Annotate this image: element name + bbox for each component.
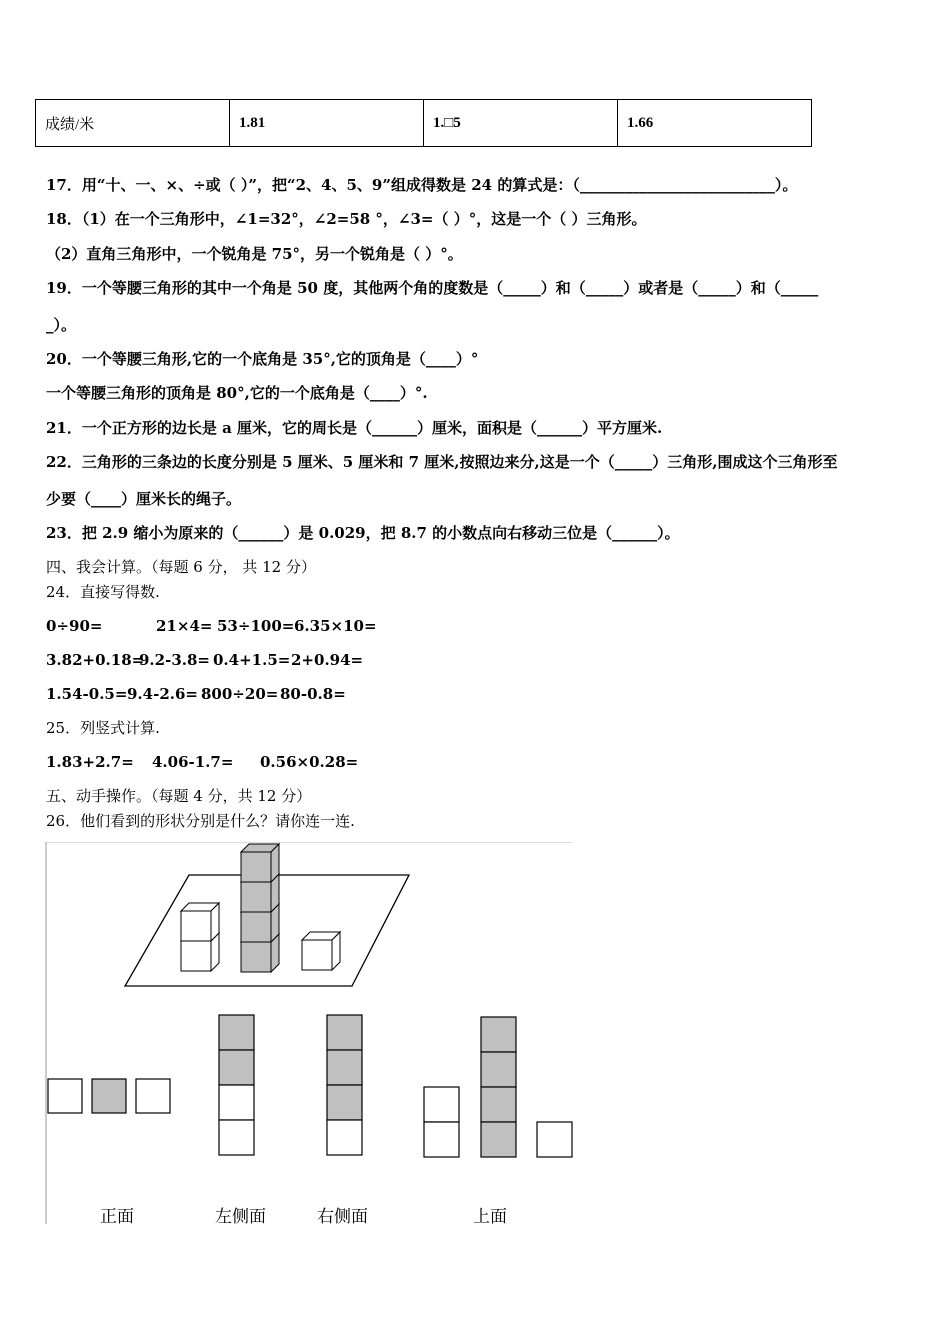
calc-item: 21×4= <box>156 617 213 635</box>
top-view-option[interactable] <box>424 1017 572 1157</box>
calc-item: 0.56×0.28= <box>260 753 359 771</box>
question-24: 24．直接写得数. <box>46 583 160 601</box>
right-view-option[interactable] <box>327 1015 362 1155</box>
calc-row <box>46 649 646 671</box>
label-left-side: 左侧面 <box>215 1207 266 1227</box>
question-17: 17．用“十、一、×、÷或（ ）”，把“2、4、5、9”组成得数是 24 的算式是：（__________________________）。 <box>46 176 798 194</box>
calc-item: 9.4-2.6= <box>127 685 198 703</box>
table-cell-label: 成绩/米 <box>36 100 230 147</box>
calc-item: 0÷90= <box>46 617 103 635</box>
table-cell: 1.81 <box>230 100 424 147</box>
question-19-continued: _）。 <box>46 316 77 334</box>
score-table <box>35 99 812 147</box>
cube-stack-middle <box>241 844 279 972</box>
calc-row <box>46 683 646 705</box>
front-view-option[interactable] <box>48 1079 170 1113</box>
cube-views-figure <box>45 842 575 1227</box>
calc-row <box>46 751 646 773</box>
question-18-part-1: 18．（1）在一个三角形中，∠1=32°，∠2=58 °，∠3=（ ）°，这是一个（ ）三角形。 <box>46 210 647 228</box>
table-cell: 1.□5 <box>424 100 618 147</box>
calc-item: 1.54-0.5= <box>46 685 128 703</box>
calc-item: 6.35×10= <box>294 617 377 635</box>
cube-stack-right <box>302 932 340 970</box>
question-18-part-2: （2）直角三角形中，一个锐角是 75°，另一个锐角是（ ）°。 <box>46 245 463 263</box>
question-21: 21．一个正方形的边长是 a 厘米，它的周长是（______）厘米，面积是（______）平方厘米. <box>46 419 663 437</box>
label-right-side: 右侧面 <box>317 1207 368 1227</box>
calc-item: 3.82+0.18= <box>46 651 145 669</box>
question-20-part-1: 20．一个等腰三角形,它的一个底角是 35°,它的顶角是（____）° <box>46 350 479 368</box>
question-23: 23．把 2.9 缩小为原来的（______）是 0.029，把 8.7 的小数点向右移动三位是（______）。 <box>46 524 680 542</box>
calc-item: 9.2-3.8= <box>139 651 210 669</box>
calc-item: 0.4+1.5= <box>213 651 291 669</box>
calc-item: 1.83+2.7= <box>46 753 134 771</box>
cube-figure-drawing <box>45 842 575 1224</box>
question-19: 19．一个等腰三角形的其中一个角是 50 度，其他两个角的度数是（_____）和（_____）或者是（_____）和（_____ <box>46 279 819 297</box>
question-22-continued: 少要（____）厘米长的绳子。 <box>46 490 242 508</box>
question-22: 22．三角形的三条边的长度分别是 5 厘米、5 厘米和 7 厘米,按照边来分,这是一个（_____）三角形,围成这个三角形至 <box>46 453 838 471</box>
label-front: 正面 <box>100 1207 134 1227</box>
calc-item: 53÷100= <box>217 617 295 635</box>
question-20-part-2: 一个等腰三角形的顶角是 80°,它的一个底角是（____）°. <box>46 384 428 402</box>
left-view-option[interactable] <box>219 1015 254 1155</box>
question-25: 25．列竖式计算. <box>46 719 160 737</box>
calc-row <box>46 615 646 637</box>
question-26: 26．他们看到的形状分别是什么？请你连一连. <box>46 812 355 830</box>
calc-item: 2+0.94= <box>291 651 364 669</box>
calc-item: 4.06-1.7= <box>152 753 234 771</box>
calc-item: 800÷20= <box>201 685 279 703</box>
section-5-title: 五、动手操作。（每题 4 分，共 12 分） <box>46 787 312 805</box>
cube-stack-left <box>181 903 219 971</box>
calc-item: 80-0.8= <box>280 685 346 703</box>
table-row <box>36 100 812 147</box>
table-cell: 1.66 <box>618 100 812 147</box>
label-top: 上面 <box>473 1207 507 1227</box>
section-4-title: 四、我会计算。（每题 6 分， 共 12 分） <box>46 558 316 576</box>
